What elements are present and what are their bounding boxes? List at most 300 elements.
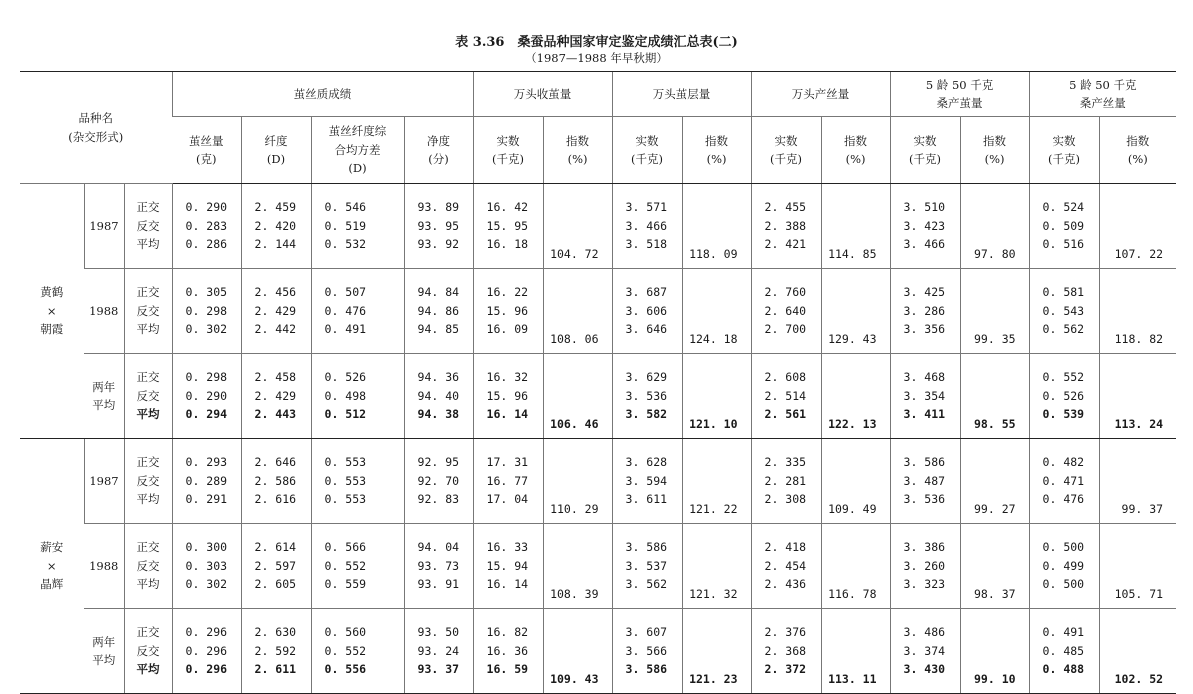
- index-cell: 113. 11: [821, 609, 890, 694]
- cell-line: 0. 491: [324, 322, 367, 337]
- cell-line: 0. 546: [324, 200, 367, 215]
- cell-line: (千克): [631, 152, 664, 166]
- cell-line: 平均: [136, 322, 160, 337]
- cell-line: 反交: [136, 218, 160, 233]
- data-cell: [241, 609, 311, 694]
- cell-line: 2. 614: [254, 540, 297, 555]
- cell-line: 正交: [136, 455, 160, 470]
- index-cell: 97. 80: [960, 184, 1029, 269]
- data-cell: [751, 269, 821, 354]
- cell-line: (%): [706, 152, 727, 166]
- data-cell: [311, 269, 404, 354]
- cell-line: 0. 553: [324, 473, 367, 488]
- cell-line: 3. 466: [625, 218, 668, 233]
- cell-line: 2. 608: [764, 370, 807, 385]
- data-cell: [311, 439, 404, 524]
- year-text: 1987: [89, 218, 119, 233]
- cell-line: 0. 507: [324, 285, 367, 300]
- cell-line: 16. 09: [486, 322, 529, 337]
- cell-line: 2. 646: [254, 455, 297, 470]
- data-cell: [241, 184, 311, 269]
- column-header-index: [682, 117, 751, 184]
- cell-line: 3. 423: [903, 218, 946, 233]
- cell-line: 94. 86: [417, 303, 460, 318]
- index-cell: 121. 10: [682, 354, 751, 439]
- year-label: [84, 354, 124, 439]
- cell-line: 16. 14: [486, 577, 529, 592]
- cell-line: 2. 420: [254, 218, 297, 233]
- data-cell: [404, 524, 473, 609]
- index-cell: 129. 43: [821, 269, 890, 354]
- row-labels: [124, 439, 172, 524]
- data-cell: [404, 184, 473, 269]
- table-row: [20, 269, 1176, 354]
- data-cell: [404, 609, 473, 694]
- cell-line: 0. 296: [185, 625, 228, 640]
- cell-line: 0. 552: [1042, 370, 1085, 385]
- cell-line: 94. 84: [417, 285, 460, 300]
- row-labels: [124, 354, 172, 439]
- data-cell: [612, 609, 682, 694]
- cell-line: 2. 418: [764, 540, 807, 555]
- data-cell: [172, 439, 241, 524]
- data-cell: [473, 184, 543, 269]
- index-cell: 118. 09: [682, 184, 751, 269]
- cell-line: 3. 466: [903, 237, 946, 252]
- group-header: [751, 72, 890, 117]
- cell-line: 实数: [635, 133, 659, 148]
- data-cell: [890, 439, 960, 524]
- cell-line: 3. 562: [625, 577, 668, 592]
- cell-line: 3. 586: [625, 662, 668, 677]
- cell-line: 93. 37: [417, 662, 460, 677]
- cell-line: 0. 553: [324, 492, 367, 507]
- cell-line: 0. 500: [1042, 577, 1085, 592]
- cell-line: 0. 293: [185, 455, 228, 470]
- table-row: [20, 524, 1176, 609]
- cell-line: 实数: [496, 133, 520, 148]
- index-cell: 107. 22: [1099, 184, 1176, 269]
- data-cell: [751, 184, 821, 269]
- index-cell: 118. 82: [1099, 269, 1176, 354]
- index-cell: 99. 35: [960, 269, 1029, 354]
- column-header-actual: [890, 117, 960, 184]
- data-cell: [1029, 354, 1099, 439]
- cell-line: 92. 83: [417, 492, 460, 507]
- cell-line: 2. 611: [254, 662, 297, 677]
- index-cell: 104. 72: [543, 184, 612, 269]
- row-labels: [124, 184, 172, 269]
- cell-line: 品种名: [78, 111, 114, 125]
- data-cell: [473, 269, 543, 354]
- data-cell: [241, 439, 311, 524]
- data-cell: [311, 609, 404, 694]
- cell-line: 93. 92: [417, 237, 460, 252]
- cell-line: 3. 594: [625, 473, 668, 488]
- cell-line: 2. 592: [254, 643, 297, 658]
- column-header-actual: [1029, 117, 1099, 184]
- cell-line: 0. 471: [1042, 473, 1085, 488]
- cell-line: 0. 512: [324, 407, 367, 422]
- cell-line: 纤度: [264, 133, 288, 148]
- variety-name: [20, 439, 84, 694]
- cell-line: 17. 04: [486, 492, 529, 507]
- cell-line: 0. 302: [185, 322, 228, 337]
- index-cell: 121. 23: [682, 609, 751, 694]
- column-header-actual: [751, 117, 821, 184]
- cell-line: 2. 586: [254, 473, 297, 488]
- cell-line: 2. 640: [764, 303, 807, 318]
- data-cell: [890, 269, 960, 354]
- table-row: [20, 439, 1176, 524]
- cell-line: 2. 561: [764, 407, 807, 422]
- index-cell: 109. 43: [543, 609, 612, 694]
- year-label: [84, 524, 124, 609]
- cell-line: (分): [428, 152, 449, 166]
- data-cell: [751, 609, 821, 694]
- cell-line: 净度: [427, 133, 451, 148]
- cell-line: 16. 32: [486, 370, 529, 385]
- cell-line: 93. 24: [417, 643, 460, 658]
- table-row: [20, 609, 1176, 694]
- cell-line: 2. 458: [254, 370, 297, 385]
- data-cell: [311, 354, 404, 439]
- data-cell: [404, 354, 473, 439]
- cell-line: 3. 411: [903, 407, 946, 422]
- cell-line: 黄鹤: [40, 285, 64, 300]
- data-cell: [751, 524, 821, 609]
- cell-line: 2. 455: [764, 200, 807, 215]
- cell-line: 3. 356: [903, 322, 946, 337]
- index-cell: 99. 37: [1099, 439, 1176, 524]
- column-header-index: [543, 117, 612, 184]
- cell-line: 正交: [136, 540, 160, 555]
- cell-line: 16. 77: [486, 473, 529, 488]
- cell-line: 15. 95: [486, 218, 529, 233]
- cell-line: 2. 442: [254, 322, 297, 337]
- cell-line: 3. 260: [903, 558, 946, 573]
- cell-line: 0. 519: [324, 218, 367, 233]
- index-cell: 110. 29: [543, 439, 612, 524]
- index-cell: 121. 32: [682, 524, 751, 609]
- year-label: [84, 269, 124, 354]
- cell-line: 指数: [844, 133, 868, 148]
- cell-line: 2. 429: [254, 388, 297, 403]
- data-cell: [890, 354, 960, 439]
- cell-line: 0. 539: [1042, 407, 1085, 422]
- data-cell: [473, 609, 543, 694]
- cell-line: 0. 498: [324, 388, 367, 403]
- cell-line: 0. 302: [185, 577, 228, 592]
- cell-line: 3. 536: [625, 388, 668, 403]
- cell-line: 3. 571: [625, 200, 668, 215]
- cell-line: 平均: [136, 492, 160, 507]
- header-row-columns: [20, 117, 1176, 184]
- cell-line: 0. 509: [1042, 218, 1085, 233]
- cell-line: 94. 85: [417, 322, 460, 337]
- index-cell: 99. 27: [960, 439, 1029, 524]
- index-cell: 121. 22: [682, 439, 751, 524]
- cell-line: 0. 290: [185, 200, 228, 215]
- data-cell: [612, 354, 682, 439]
- cell-line: 94. 04: [417, 540, 460, 555]
- data-cell: [890, 184, 960, 269]
- cell-line: 2. 459: [254, 200, 297, 215]
- cell-line: 3. 510: [903, 200, 946, 215]
- index-cell: 99. 10: [960, 609, 1029, 694]
- data-cell: [1029, 269, 1099, 354]
- cell-line: 2. 429: [254, 303, 297, 318]
- cell-line: 0. 500: [1042, 540, 1085, 555]
- cell-line: 指数: [983, 133, 1007, 148]
- cell-line: 0. 543: [1042, 303, 1085, 318]
- cell-line: 93. 50: [417, 625, 460, 640]
- cell-line: 3. 566: [625, 643, 668, 658]
- cell-line: 0. 291: [185, 492, 228, 507]
- cell-line: 3. 425: [903, 285, 946, 300]
- cell-line: 16. 33: [486, 540, 529, 555]
- column-header: [241, 117, 311, 184]
- cell-line: 0. 552: [324, 643, 367, 658]
- table-row: [20, 354, 1176, 439]
- cell-line: 指数: [566, 133, 590, 148]
- cell-line: 3. 486: [903, 625, 946, 640]
- cell-line: 15. 96: [486, 303, 529, 318]
- year-text: 1988: [89, 303, 119, 318]
- data-cell: [404, 269, 473, 354]
- cell-line: 正交: [136, 370, 160, 385]
- data-cell: [612, 269, 682, 354]
- year-label: [84, 184, 124, 269]
- cell-line: 3. 537: [625, 558, 668, 573]
- data-cell: [612, 524, 682, 609]
- cell-line: 16. 59: [486, 662, 529, 677]
- index-cell: 109. 49: [821, 439, 890, 524]
- index-cell: 102. 52: [1099, 609, 1176, 694]
- cell-line: 反交: [136, 303, 160, 318]
- cell-line: 2. 376: [764, 625, 807, 640]
- column-header-index: [821, 117, 890, 184]
- data-cell: [404, 439, 473, 524]
- cell-line: 2. 335: [764, 455, 807, 470]
- data-cell: [172, 269, 241, 354]
- cell-line: 合均方差: [334, 142, 381, 157]
- cell-line: 0. 559: [324, 577, 367, 592]
- cell-line: 93. 95: [417, 218, 460, 233]
- cell-line: 实数: [913, 133, 937, 148]
- cell-line: 3. 323: [903, 577, 946, 592]
- cell-line: 2. 421: [764, 237, 807, 252]
- cell-line: 2. 281: [764, 473, 807, 488]
- cell-line: 3. 607: [625, 625, 668, 640]
- data-table: [20, 71, 1176, 694]
- cell-line: (克): [196, 152, 217, 166]
- data-cell: [612, 184, 682, 269]
- group-header: [473, 72, 612, 117]
- cell-line: 0. 305: [185, 285, 228, 300]
- index-cell: 106. 46: [543, 354, 612, 439]
- data-cell: [172, 609, 241, 694]
- cell-line: 0. 553: [324, 455, 367, 470]
- column-header: [404, 117, 473, 184]
- cell-line: 2. 372: [764, 662, 807, 677]
- cell-line: 两年: [92, 379, 116, 394]
- cell-line: 3. 536: [903, 492, 946, 507]
- cell-line: 16. 42: [486, 200, 529, 215]
- cell-line: 反交: [136, 643, 160, 658]
- cell-line: 实数: [774, 133, 798, 148]
- cell-line: 16. 36: [486, 643, 529, 658]
- cell-line: 0. 476: [1042, 492, 1085, 507]
- data-cell: [1029, 439, 1099, 524]
- cell-line: 0. 581: [1042, 285, 1085, 300]
- data-cell: [1029, 184, 1099, 269]
- cell-line: 16. 82: [486, 625, 529, 640]
- data-cell: [890, 524, 960, 609]
- index-cell: 98. 37: [960, 524, 1029, 609]
- table-title: 表 3.36 桑蚕品种国家审定鉴定成绩汇总表(二): [455, 35, 738, 50]
- cell-line: 0. 532: [324, 237, 367, 252]
- cell-line: 0. 290: [185, 388, 228, 403]
- column-header-actual: [612, 117, 682, 184]
- row-labels: [124, 269, 172, 354]
- cell-line: 0. 491: [1042, 625, 1085, 640]
- cell-line: (D): [348, 161, 367, 176]
- cell-line: 93. 91: [417, 577, 460, 592]
- cell-line: 反交: [136, 473, 160, 488]
- cell-line: 15. 96: [486, 388, 529, 403]
- index-cell: 122. 13: [821, 354, 890, 439]
- cell-line: 0. 556: [324, 662, 367, 677]
- cell-line: 0. 294: [185, 407, 228, 422]
- cell-line: 3. 374: [903, 643, 946, 658]
- data-cell: [311, 524, 404, 609]
- cell-line: 3. 628: [625, 455, 668, 470]
- cell-line: 3. 430: [903, 662, 946, 677]
- cell-line: (D): [266, 152, 286, 166]
- cell-line: 0. 476: [324, 303, 367, 318]
- cell-line: 反交: [136, 558, 160, 573]
- cell-line: 晶辉: [40, 577, 64, 592]
- group-header-line: 5 龄 50 千克: [1069, 77, 1137, 92]
- cell-line: 0. 286: [185, 237, 228, 252]
- cell-line: 2. 456: [254, 285, 297, 300]
- data-cell: [473, 524, 543, 609]
- data-cell: [241, 524, 311, 609]
- cell-line: 3. 582: [625, 407, 668, 422]
- cell-line: 2. 616: [254, 492, 297, 507]
- year-label: [84, 439, 124, 524]
- cell-line: (千克): [909, 152, 942, 166]
- header-row-groups: [20, 72, 1176, 117]
- cell-line: 16. 22: [486, 285, 529, 300]
- cell-line: 93. 89: [417, 200, 460, 215]
- index-cell: 105. 71: [1099, 524, 1176, 609]
- row-labels: [124, 609, 172, 694]
- cell-line: 94. 40: [417, 388, 460, 403]
- cell-line: (%): [567, 152, 588, 166]
- cell-line: (千克): [492, 152, 525, 166]
- cell-line: 0. 300: [185, 540, 228, 555]
- table-subtitle: （1987—1988 年早秋期）: [525, 51, 668, 65]
- cell-line: 平均: [136, 237, 160, 252]
- cell-line: 16. 14: [486, 407, 529, 422]
- cell-line: 3. 687: [625, 285, 668, 300]
- data-cell: [172, 354, 241, 439]
- cell-line: 平均: [136, 662, 160, 677]
- cell-line: 3. 611: [625, 492, 668, 507]
- cell-line: 3. 487: [903, 473, 946, 488]
- cell-line: 17. 31: [486, 455, 529, 470]
- index-cell: 113. 24: [1099, 354, 1176, 439]
- variety-name: [20, 184, 84, 439]
- cell-line: 2. 760: [764, 285, 807, 300]
- group-header-line: 桑产丝量: [1079, 96, 1126, 110]
- group-header-line: 5 龄 50 千克: [925, 77, 994, 92]
- data-cell: [1029, 524, 1099, 609]
- cell-line: (千克): [1048, 152, 1081, 166]
- cell-line: 3. 354: [903, 388, 946, 403]
- data-cell: [1029, 609, 1099, 694]
- cell-line: 3. 646: [625, 322, 668, 337]
- column-header: [311, 117, 404, 184]
- data-cell: [172, 184, 241, 269]
- cell-line: 0. 296: [185, 662, 228, 677]
- column-header-actual: [473, 117, 543, 184]
- cell-line: 0. 482: [1042, 455, 1085, 470]
- cell-line: 0. 303: [185, 558, 228, 573]
- group-header: [612, 72, 751, 117]
- cell-line: 2. 308: [764, 492, 807, 507]
- cell-line: ×: [46, 303, 57, 318]
- cell-line: 茧丝量: [189, 133, 224, 148]
- data-cell: [751, 439, 821, 524]
- cell-line: 正交: [136, 625, 160, 640]
- cell-line: 指数: [1126, 133, 1150, 148]
- cell-line: 0. 283: [185, 218, 228, 233]
- cell-line: 平均: [136, 577, 160, 592]
- cell-line: 2. 368: [764, 643, 807, 658]
- data-cell: [751, 354, 821, 439]
- cell-line: 2. 597: [254, 558, 297, 573]
- cell-line: 3. 606: [625, 303, 668, 318]
- index-cell: 108. 39: [543, 524, 612, 609]
- data-cell: [241, 269, 311, 354]
- cell-line: 2. 436: [764, 577, 807, 592]
- group-header-line: 万头产丝量: [791, 86, 850, 101]
- cell-line: 0. 485: [1042, 643, 1085, 658]
- cell-line: 正交: [136, 200, 160, 215]
- cell-line: 2. 605: [254, 577, 297, 592]
- group-header: [1029, 72, 1176, 117]
- cell-line: 3. 518: [625, 237, 668, 252]
- cell-line: 2. 388: [764, 218, 807, 233]
- index-cell: 116. 78: [821, 524, 890, 609]
- data-cell: [473, 354, 543, 439]
- cell-line: 3. 286: [903, 303, 946, 318]
- column-header: [172, 117, 241, 184]
- data-cell: [890, 609, 960, 694]
- cell-line: 2. 144: [254, 237, 297, 252]
- cell-line: 平均: [136, 407, 160, 422]
- year-label: [84, 609, 124, 694]
- cell-line: 0. 499: [1042, 558, 1085, 573]
- data-cell: [311, 184, 404, 269]
- cell-line: 2. 514: [764, 388, 807, 403]
- cell-line: 0. 289: [185, 473, 228, 488]
- cell-line: 93. 73: [417, 558, 460, 573]
- group-header-line: 桑产茧量: [936, 96, 983, 110]
